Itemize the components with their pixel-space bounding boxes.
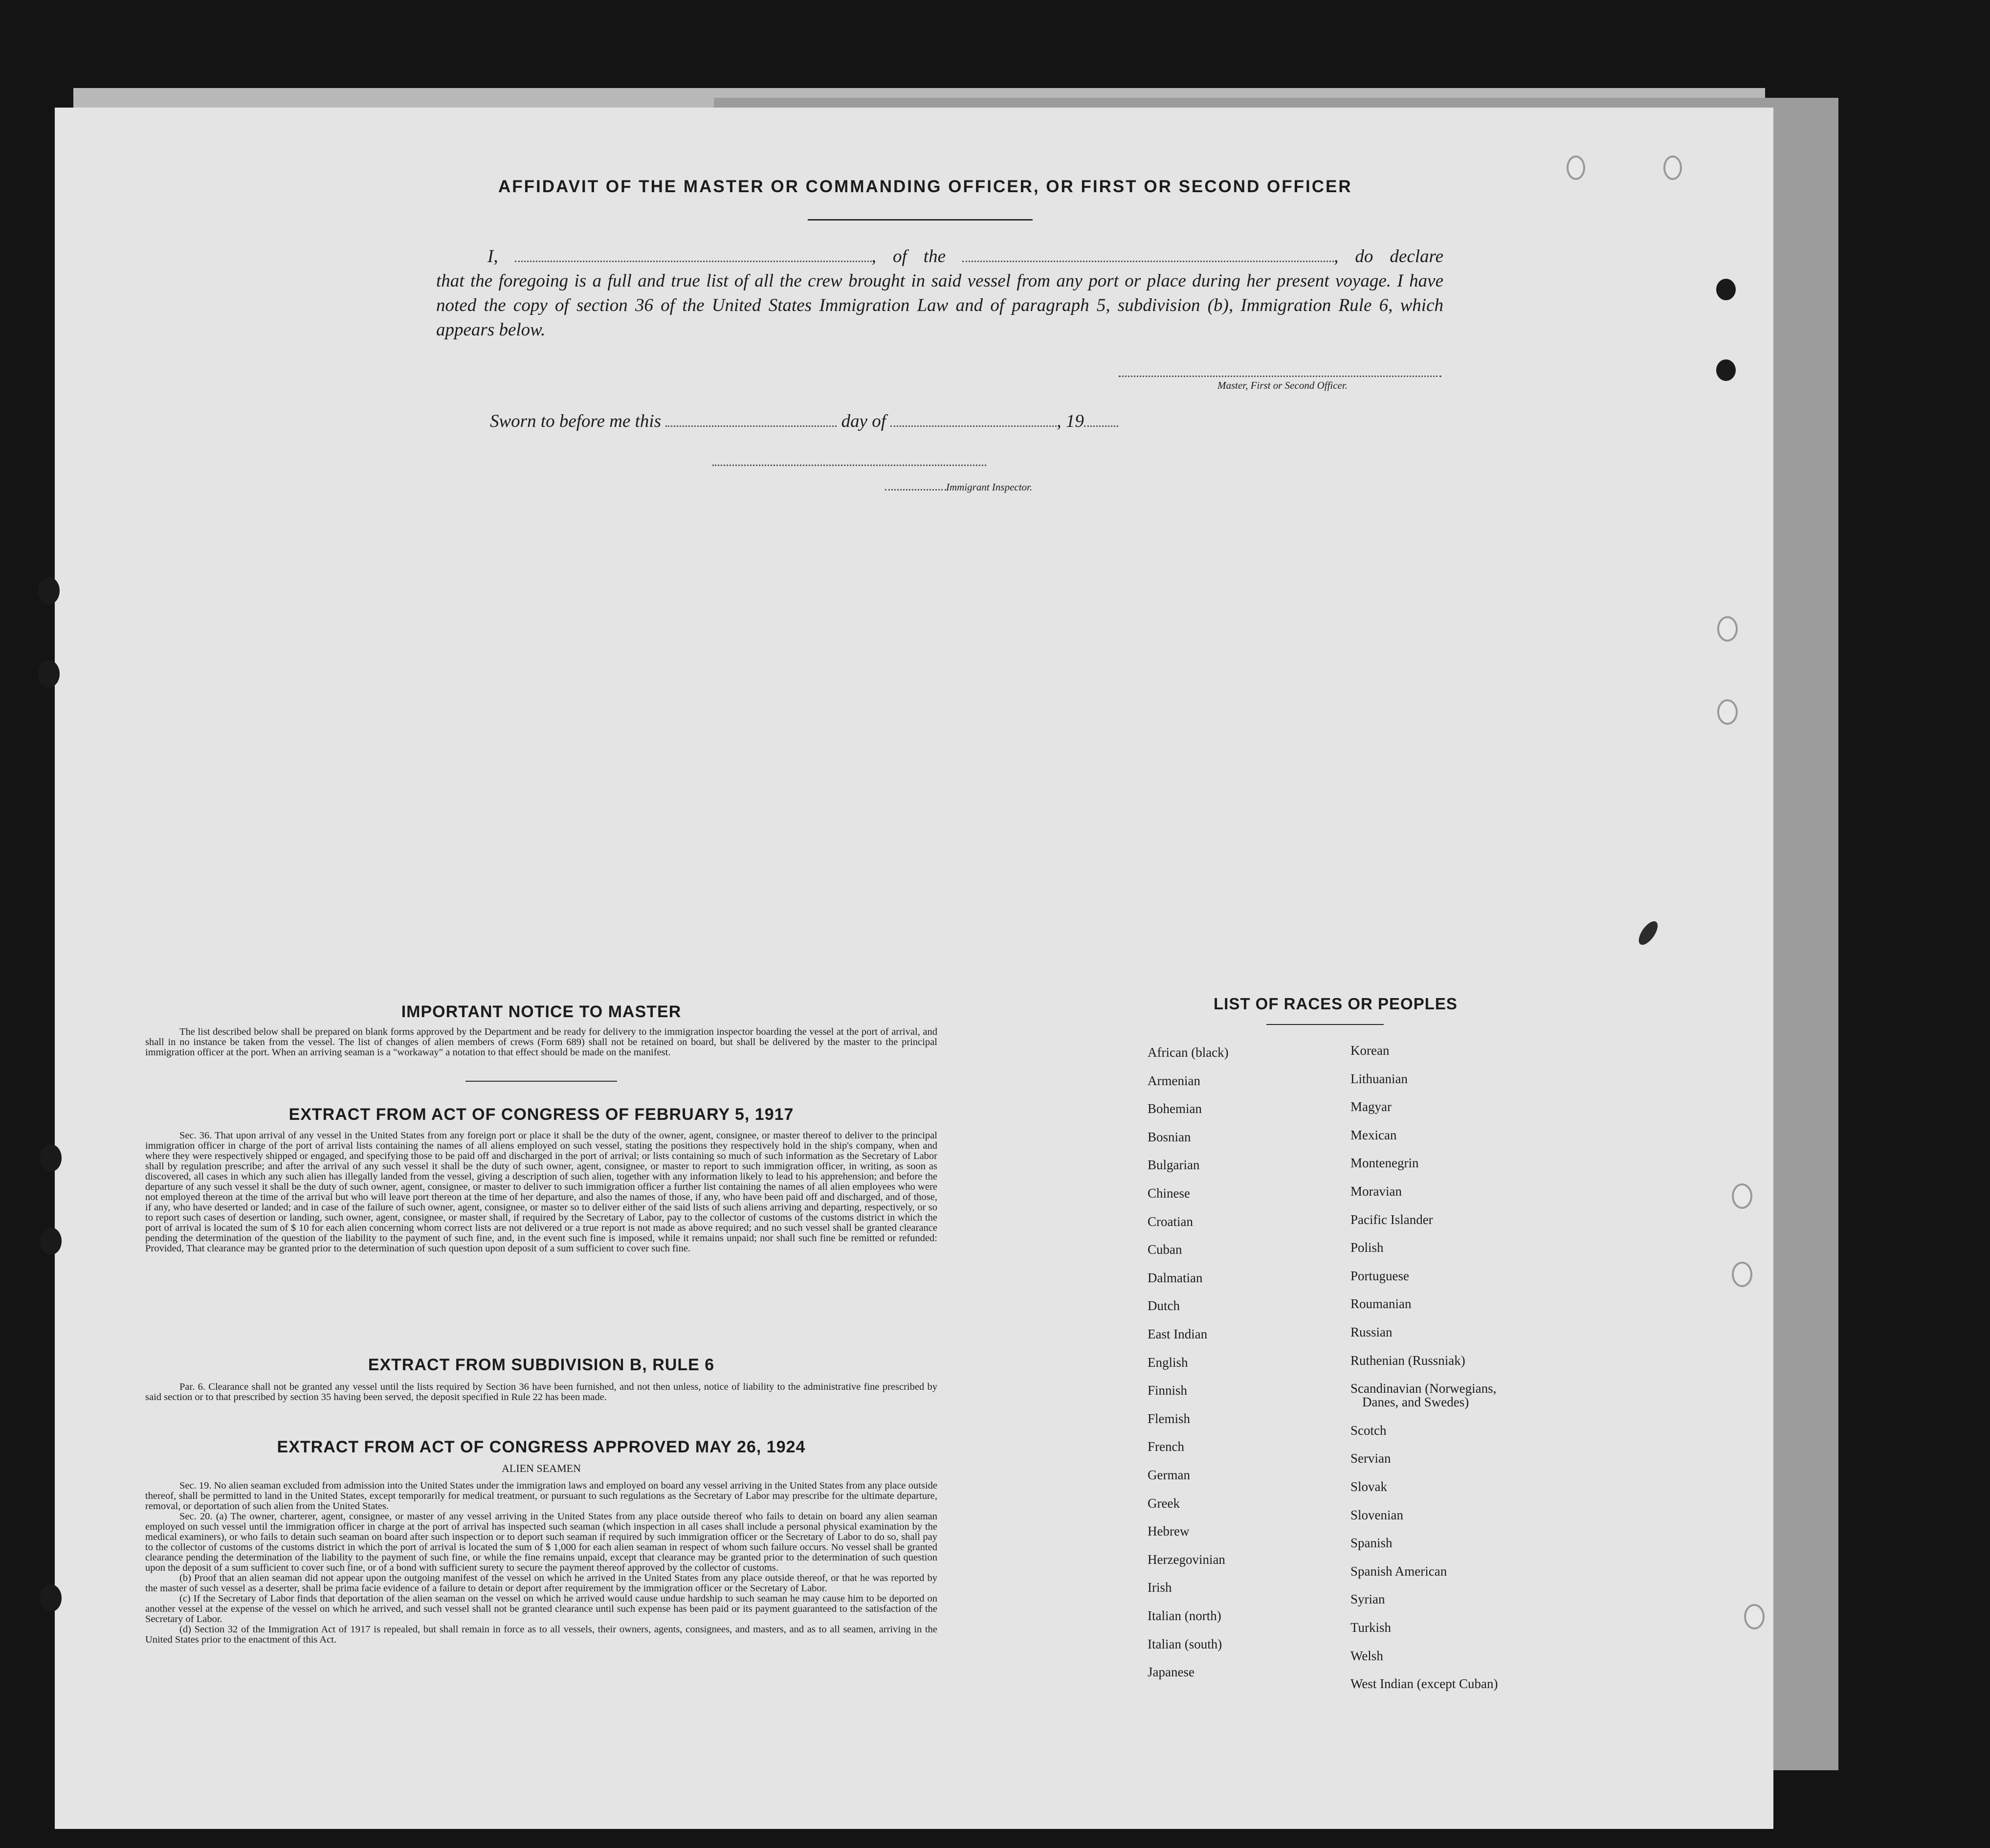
race-item: African (black) — [1148, 1045, 1229, 1060]
race-item: West Indian (except Cuban) — [1350, 1676, 1498, 1692]
sec-20a-paragraph: Sec. 20. (a) The owner, charterer, agent, consignee, or master of any vessel arriving in the United States from any place outside thereof who fails to detain on board any alien seaman employed on such vessel until the immigration officer in charge at the port of arrival has inspected such seaman (which inspection in all cases shall include a personal physical examination by the medical examiners), or who fails to detain such seaman on board after such inspection or to deport such seaman if required by such immigration officer or the Secretary of Labor to do so, shall pay to the collector of customs of the customs district in which the port of arrival is located the sum of $ 1,000 for each alien seaman in respect of whom such failure occurs. No vessel shall be granted clearance pending the determination of the liability to the payment of such fine, or while the fine remains unpaid, except that clearance may be granted prior to the determination of such question upon the deposit of a sum sufficient to cover such fine, or of a bond with sufficient surety to secure the payment thereof approved by the collector of customs. — [145, 1511, 937, 1573]
inspector-signature-line — [712, 465, 986, 466]
race-item: Magyar — [1350, 1099, 1392, 1114]
sworn-month-blank — [890, 411, 1057, 427]
race-item: Russian — [1350, 1325, 1393, 1339]
inspector-caption-dots — [885, 480, 946, 490]
race-item: Chinese — [1148, 1186, 1190, 1201]
punch-hole — [1732, 1262, 1752, 1287]
race-item: Scandinavian (Norwegians, — [1350, 1381, 1497, 1396]
sec-20d-paragraph: (d) Section 32 of the Immigration Act of 1917 is repealed, but shall remain in force as to all vessels, their owners, agents, consignees, and masters, and as to all seamen, arriving in the United States prior to the enactment of this Act. — [145, 1624, 937, 1645]
sec-19-paragraph: Sec. 19. No alien seaman excluded from admission into the United States under the immigration laws and employed on board any vessel arriving in the United States from any place outside thereof, shall be permitted to land in the United States, except temporarily for medical treatment, or pursuant to such regulations as the Secretary of Labor may prescribe for the ultimate departure, removal, or deportation of such alien from the United States. — [145, 1480, 937, 1512]
notice-paragraph: The list described below shall be prepared on blank forms approved by the Department and be ready for delivery to the immigration inspector boarding the vessel at the port of arrival, and shall in no instance be taken from the vessel. The list of changes of alien members of crews (Form 689) shall not be retained on board, but shall be delivered by the master to the principal immigration officer at the port. When an arriving seaman is a "workaway" a notation to that effect should be made on the manifest. — [145, 1026, 937, 1058]
notice-title: IMPORTANT NOTICE TO MASTER — [401, 1002, 682, 1021]
race-item: Herzegovinian — [1148, 1552, 1225, 1567]
punch-hole — [1717, 699, 1738, 725]
race-item: Portuguese — [1350, 1268, 1409, 1283]
race-item: Slovenian — [1350, 1507, 1403, 1522]
punch-hole — [1717, 616, 1738, 642]
document-page — [55, 108, 1773, 1829]
sworn-day-of: day of — [841, 411, 886, 431]
affidavit-declaration — [436, 245, 1443, 342]
race-item: Japanese — [1148, 1665, 1194, 1680]
race-item: English — [1148, 1355, 1188, 1370]
race-item: Bohemian — [1148, 1101, 1202, 1116]
binder-hole — [1716, 359, 1736, 381]
binder-hole — [40, 1227, 62, 1255]
race-item: Flemish — [1148, 1411, 1191, 1426]
race-item: Italian (north) — [1148, 1608, 1221, 1623]
punch-hole — [1567, 156, 1585, 180]
decl-do-declare: , do declare — [1334, 246, 1444, 267]
race-item: Moravian — [1350, 1184, 1402, 1199]
binder-hole — [40, 1584, 62, 1612]
binder-hole — [38, 577, 60, 604]
race-item: Hebrew — [1148, 1524, 1190, 1539]
race-item: Welsh — [1350, 1648, 1383, 1663]
inspector-caption: Immigrant Inspector. — [946, 481, 1033, 493]
inspector-caption-row — [885, 480, 1032, 493]
punch-hole — [1744, 1604, 1765, 1629]
race-item: Turkish — [1350, 1620, 1392, 1635]
sworn-day-blank — [665, 411, 837, 427]
ink-blot — [1635, 918, 1661, 948]
race-item: Bosnian — [1148, 1129, 1191, 1144]
par-6-paragraph: Par. 6. Clearance shall not be granted any vessel until the lists required by Section 36 have been furnished, and not then unless, notice of liability to the administrative fine prescribed by said section or to that prescribed by section 35 having been served, the deposit specified in Rule 22 has been made. — [145, 1381, 937, 1403]
decl-of-the: , of the — [871, 246, 946, 267]
sworn-prefix: Sworn to before me this — [490, 411, 662, 431]
race-item: Syrian — [1350, 1592, 1385, 1607]
notice-divider — [465, 1081, 617, 1082]
race-item: East Indian — [1148, 1327, 1208, 1341]
extract-rule6-body — [145, 1382, 937, 1403]
extract-1917-body — [145, 1131, 937, 1254]
race-item: Spanish — [1350, 1536, 1393, 1551]
decl-body: that the foregoing is a full and true list of all the crew brought in said vessel from any port or place during her present voyage. I have noted the copy of section 36 of the United States Immigration Law and of paragraph 5, subdivision (b), Immigration Rule 6, which appears below. — [436, 271, 1443, 340]
race-item: Servian — [1350, 1451, 1391, 1466]
sec-20b-paragraph: (b) Proof that an alien seaman did not appear upon the outgoing manifest of the vessel on which he arrived in the United States from any place outside thereof, or that he was reported by the master of such vessel as a deserter, shall be prima facie evidence of a failure to detain or deport after requirement by the immigration officer or the Secretary of Labor. — [145, 1573, 937, 1594]
race-item: Roumanian — [1350, 1296, 1412, 1312]
extract-1917-title: EXTRACT FROM ACT OF CONGRESS OF FEBRUARY 5, 1917 — [288, 1105, 794, 1124]
sec-36-paragraph: Sec. 36. That upon arrival of any vessel in the United States from any foreign port or place it shall be the duty of the owner, agent, consignee, or master thereof to deliver to the principal immigration officer in charge of the port of arrival lists containing the names of all aliens employed on such vessel, stating the positions they respectively hold in the ship's company, when and where they were respectively shipped or engaged, and specifying those to be paid off and discharged in the port of arrival; or lists containing so much of such information as the Secretary of Labor shall by regulation prescribe; and after the arrival of any such vessel it shall be the duty of such owner, agent, consignee, or master to report to such immigration officer, in writing, as soon as discovered, all cases in which any such alien has illegally landed from the vessel, giving a description of such alien, together with any information likely to lead to his apprehension; and before the departure of any such vessel it shall be the duty of such owner, agent, consignee, or master to deliver to such immigration officer a further list containing the names of all alien employees who were not employed thereon at the time of the arrival but who will leave port thereon at the time of her departure, and also the names of those, if any, who have been paid off and discharged, and of those, if any, who have deserted or landed; and in case of the failure of such owner, agent, consignee, or master so to deliver either of the said lists of such aliens arriving and departing, respectively, or so to report such cases of desertion or landing, such owner, agent, consignee, or master shall, if required by the Secretary of Labor, pay to the collector of customs of the customs district in which the port of arrival is located the sum of $ 10 for each alien concerning whom correct lists are not delivered or a true report is not made as above required; and no such vessel shall be granted clearance pending the determination of the question of the liability to the payment of such fine, and, in the event such fine is imposed, while it remains unpaid; nor shall such fine be remitted or refunded: Provided, That clearance may be granted prior to the determination of such question upon deposit of a sum sufficient to cover such fine. — [145, 1130, 937, 1254]
race-item: Danes, and Swedes) — [1362, 1395, 1469, 1410]
affidavit-title-rule — [808, 219, 1033, 221]
notice-body — [145, 1027, 937, 1058]
race-item: Mexican — [1350, 1127, 1397, 1142]
decl-i: I, — [487, 246, 498, 267]
master-signature-caption: Master, First or Second Officer. — [1217, 379, 1348, 391]
races-title: LIST OF RACES OR PEOPLES — [1214, 995, 1458, 1013]
race-item: Polish — [1350, 1240, 1384, 1255]
sworn-year: , 19 — [1057, 411, 1084, 431]
master-name-blank — [515, 246, 872, 262]
race-item: Croatian — [1148, 1214, 1193, 1229]
extract-1924-body — [145, 1481, 937, 1645]
race-item: Ruthenian (Russniak) — [1350, 1353, 1465, 1368]
race-item: Slovak — [1350, 1479, 1388, 1494]
punch-hole — [1732, 1183, 1752, 1209]
race-item: Spanish American — [1350, 1563, 1447, 1579]
punch-hole — [1663, 156, 1682, 180]
vessel-name-blank — [962, 246, 1334, 262]
extract-rule6-title: EXTRACT FROM SUBDIVISION B, RULE 6 — [368, 1356, 715, 1374]
extract-1924-title: EXTRACT FROM ACT OF CONGRESS APPROVED MAY 26, 1924 — [277, 1438, 806, 1456]
race-item: Italian (south) — [1148, 1636, 1222, 1651]
race-item: Pacific Islander — [1350, 1212, 1433, 1227]
race-item: Korean — [1350, 1043, 1390, 1058]
race-item: Dutch — [1148, 1298, 1180, 1314]
sworn-line — [490, 411, 1118, 432]
race-item: Irish — [1148, 1580, 1172, 1595]
race-item: Greek — [1148, 1495, 1180, 1511]
races-title-rule — [1266, 1024, 1384, 1025]
binder-hole — [1716, 279, 1736, 300]
race-item: Lithuanian — [1350, 1071, 1408, 1086]
race-item: French — [1148, 1439, 1184, 1454]
race-item: Cuban — [1148, 1242, 1182, 1257]
alien-seamen-subtitle: ALIEN SEAMEN — [502, 1462, 581, 1474]
sec-20c-paragraph: (c) If the Secretary of Labor finds that deportation of the alien seaman on the vessel on which he arrived would cause undue hardship to such seaman he may cause him to be deported on another vessel at the expense of the vessel on which he arrived, and such vessel shall not be granted clearance until such expense has been paid or its payment guaranteed to the satisfaction of the Secretary of Labor. — [145, 1593, 937, 1625]
race-item: Dalmatian — [1148, 1270, 1203, 1285]
affidavit-title: AFFIDAVIT OF THE MASTER OR COMMANDING OFFICER, OR FIRST OR SECOND OFFICER — [498, 177, 1352, 196]
race-item: German — [1148, 1468, 1190, 1482]
race-item: Montenegrin — [1350, 1156, 1419, 1171]
race-item: Armenian — [1148, 1073, 1200, 1088]
race-item: Finnish — [1148, 1383, 1188, 1398]
master-signature-line — [1119, 376, 1441, 377]
binder-hole — [40, 1144, 62, 1172]
race-item: Scotch — [1350, 1423, 1387, 1438]
sworn-year-blank — [1084, 411, 1118, 427]
race-item: Bulgarian — [1148, 1158, 1200, 1173]
binder-hole — [38, 660, 60, 688]
